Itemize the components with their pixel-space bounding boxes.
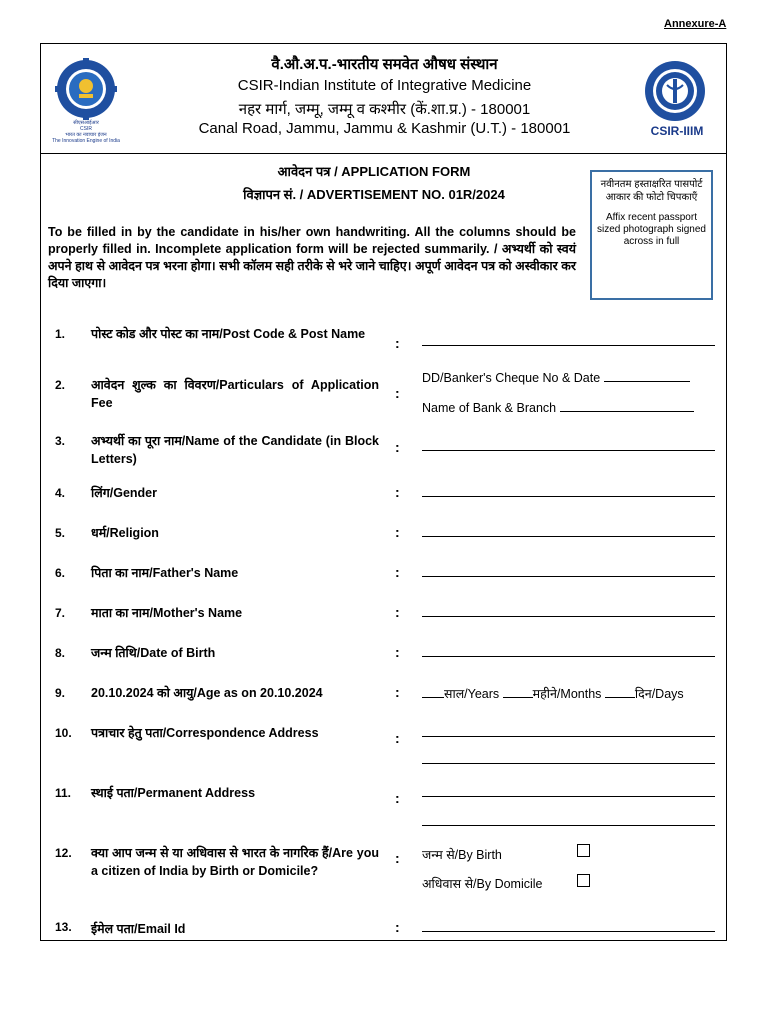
- application-form: [40, 43, 727, 941]
- photo-instruction-hindi: नवीनतम हस्ताक्षरित पासपोर्ट आकार की फोटो चिपकाएँ: [600, 179, 703, 203]
- row-number: 13.: [55, 920, 72, 934]
- colon: :: [395, 484, 400, 500]
- permanent-address-line-1[interactable]: [422, 796, 715, 797]
- institute-name-hindi: वै.औ.अ.प.-भारतीय समवेत औषध संस्थान: [271, 56, 498, 73]
- citizen-by-domicile-label: अधिवास से/By Domicile: [422, 877, 543, 891]
- form-title: आवेदन पत्र / APPLICATION FORM: [277, 164, 471, 179]
- annexure-label: Annexure-A: [664, 18, 727, 30]
- field-label-email: ईमेल पता/Email Id: [91, 922, 186, 936]
- logo-caption-en: CSIR: [80, 126, 92, 132]
- gender-field[interactable]: [422, 496, 715, 497]
- citizen-by-domicile-checkbox[interactable]: [577, 874, 590, 887]
- email-field[interactable]: [422, 931, 715, 932]
- row-number: 4.: [55, 486, 66, 500]
- colon: :: [395, 644, 400, 660]
- colon: :: [395, 850, 400, 866]
- row-number: 10.: [55, 726, 72, 740]
- age-months-blank[interactable]: [503, 686, 533, 698]
- colon: :: [395, 439, 400, 455]
- logo-tagline-en: The Innovation Engine of India: [52, 138, 120, 144]
- institute-address-english: Canal Road, Jammu, Jammu & Kashmir (U.T.) - 180001: [198, 120, 571, 137]
- row-number: 12.: [55, 846, 72, 860]
- age-years-label: साल/Years: [444, 687, 500, 701]
- photo-box[interactable]: [590, 170, 713, 300]
- field-label-mother: माता का नाम/Mother's Name: [91, 606, 243, 620]
- form-header: [41, 44, 726, 154]
- institute-name-english: CSIR-Indian Institute of Integrative Medicine: [237, 77, 532, 94]
- field-label-dob: जन्म तिथि/Date of Birth: [91, 646, 216, 660]
- instructions: To be filled in by the candidate in his/her own handwriting. All the columns should be properly filled in. Incomplete application form will be rejected summarily. / अभ्यर्थी को स्वयं अपने हाथ से आवेदन पत्र भरना होगा। सभी कॉलम सही तरीके से भरे जाने चाहिए। अपूर्ण आवेदन पत्र को अस्वीकार कर दिया जाएगा।: [48, 225, 576, 290]
- citizen-by-birth-checkbox[interactable]: [577, 844, 590, 857]
- colon: :: [395, 335, 400, 351]
- advertisement-number: विज्ञापन सं. / ADVERTISEMENT NO. 01R/2024: [243, 187, 505, 202]
- colon: :: [395, 385, 400, 401]
- colon: :: [395, 730, 400, 746]
- csir-iiim-caption: CSIR-IIIM: [650, 124, 704, 138]
- institute-address-hindi: नहर मार्ग, जम्मू, जम्मू व कश्मीर (कें.शा.प्र.) - 180001: [238, 101, 531, 118]
- permanent-address-line-2[interactable]: [422, 825, 715, 826]
- colon: :: [395, 919, 400, 935]
- age-days-blank[interactable]: [605, 686, 635, 698]
- fee-dd-label: DD/Banker's Cheque No & Date: [422, 371, 601, 385]
- colon: :: [395, 604, 400, 620]
- field-label-name: अभ्यर्थी का पूरा नाम/Name of the Candidate (in Block Letters): [91, 434, 379, 466]
- row-number: 5.: [55, 526, 66, 540]
- religion-field[interactable]: [422, 536, 715, 537]
- citizen-by-birth-label: जन्म से/By Birth: [422, 848, 502, 862]
- field-label-age: 20.10.2024 को आयु/Age as on 20.10.2024: [91, 686, 323, 700]
- row-number: 3.: [55, 434, 66, 448]
- field-label-religion: धर्म/Religion: [91, 526, 159, 540]
- fee-dd-blank[interactable]: [604, 370, 690, 382]
- fee-bank-label: Name of Bank & Branch: [422, 401, 557, 415]
- field-label-post: पोस्ट कोड और पोस्ट का नाम/Post Code & Post Name: [91, 327, 366, 341]
- field-label-fee: आवेदन शुल्क का विवरण/Particulars of Application Fee: [91, 378, 379, 410]
- row-number: 2.: [55, 378, 66, 392]
- age-days-label: दिन/Days: [634, 687, 684, 701]
- colon: :: [395, 564, 400, 580]
- father-name-field[interactable]: [422, 576, 715, 577]
- post-code-field[interactable]: [422, 345, 715, 346]
- fee-bank-blank[interactable]: [560, 400, 694, 412]
- row-number: 1.: [55, 327, 66, 341]
- row-number: 7.: [55, 606, 66, 620]
- correspondence-address-line-1[interactable]: [422, 736, 715, 737]
- correspondence-address-line-2[interactable]: [422, 763, 715, 764]
- age-field[interactable]: [422, 685, 684, 702]
- row-number: 11.: [55, 786, 72, 800]
- logo-tagline-hi: भारत का नवाचार इंजन: [65, 132, 107, 138]
- field-label-citizenship: क्या आप जन्म से या अधिवास से भारत के नागरिक हैं/Are you a citizen of India by Birth or Domicile?: [91, 846, 379, 878]
- row-number: 8.: [55, 646, 66, 660]
- fee-bank-field[interactable]: [422, 400, 694, 415]
- colon: :: [395, 790, 400, 806]
- mother-name-field[interactable]: [422, 616, 715, 617]
- row-number: 9.: [55, 686, 66, 700]
- age-months-label: महीने/Months: [532, 687, 602, 701]
- field-label-father: पिता का नाम/Father's Name: [91, 566, 239, 580]
- fee-dd-field[interactable]: [422, 370, 690, 385]
- dob-field[interactable]: [422, 656, 715, 657]
- colon: :: [395, 524, 400, 540]
- row-number: 6.: [55, 566, 66, 580]
- candidate-name-field[interactable]: [422, 450, 715, 451]
- logo-caption-hi: सीएसआईआर: [73, 120, 99, 126]
- csir-iiim-logo: [643, 59, 707, 123]
- field-label-gender: लिंग/Gender: [91, 486, 157, 500]
- field-label-correspondence: पत्राचार हेतु पता/Correspondence Address: [91, 726, 319, 740]
- age-years-blank[interactable]: [422, 686, 444, 698]
- photo-instruction-english: Affix recent passport sized photograph signed across in full: [597, 212, 706, 247]
- colon: :: [395, 684, 400, 700]
- field-label-permanent: स्थाई पता/Permanent Address: [91, 786, 256, 800]
